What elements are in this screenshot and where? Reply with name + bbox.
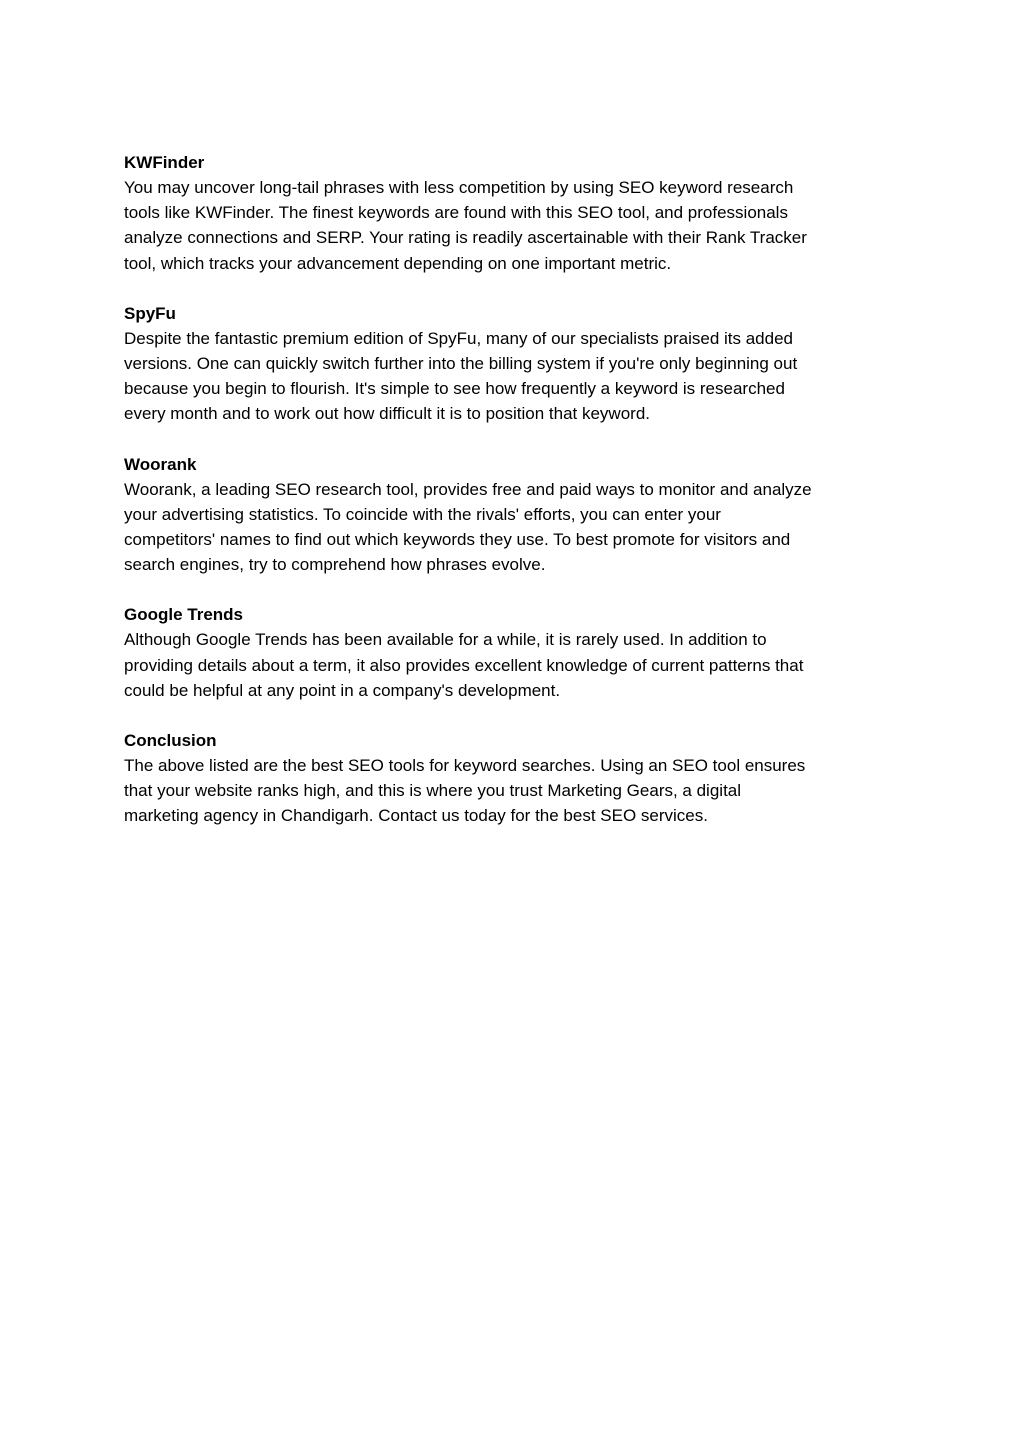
- paragraph-line: The above listed are the best SEO tools for keyword searches. Using an SEO tool ensures: [124, 756, 806, 776]
- section-paragraph: [124, 627, 904, 703]
- paragraph-line: because you begin to flourish. It's simple to see how frequently a keyword is researched: [124, 379, 785, 399]
- section-heading: Conclusion: [124, 731, 217, 751]
- paragraph-line: could be helpful at any point in a company's development.: [124, 680, 561, 700]
- section-heading: SpyFu: [124, 303, 176, 323]
- section-paragraph: [124, 753, 904, 829]
- section-heading: Woorank: [124, 454, 197, 474]
- paragraph-line: Despite the fantastic premium edition of SpyFu, many of our specialists praised its added: [124, 328, 794, 348]
- paragraph-line: Although Google Trends has been available for a while, it is rarely used. In addition to: [124, 630, 767, 650]
- paragraph-line: tools like KWFinder. The finest keywords are found with this SEO tool, and professionals: [124, 203, 788, 223]
- section-kwfinder: [124, 150, 904, 276]
- section-conclusion: [124, 728, 904, 829]
- section-paragraph: [124, 326, 904, 427]
- paragraph-line: competitors' names to find out which keywords they use. To best promote for visitors and: [124, 530, 791, 550]
- paragraph-line: providing details about a term, it also provides excellent knowledge of current patterns that: [124, 655, 804, 675]
- paragraph-line: your advertising statistics. To coincide with the rivals' efforts, you can enter your: [124, 504, 721, 524]
- paragraph-line: Woorank, a leading SEO research tool, provides free and paid ways to monitor and analyze: [124, 479, 812, 499]
- paragraph-line: marketing agency in Chandigarh. Contact us today for the best SEO services.: [124, 806, 708, 826]
- section-google-trends: [124, 602, 904, 703]
- document-page: [124, 150, 904, 854]
- paragraph-line: search engines, try to comprehend how phrases evolve.: [124, 555, 546, 575]
- paragraph-line: You may uncover long-tail phrases with less competition by using SEO keyword research: [124, 178, 794, 197]
- paragraph-line: that your website ranks high, and this is where you trust Marketing Gears, a digital: [124, 781, 742, 801]
- paragraph-line: analyze connections and SERP. Your rating is readily ascertainable with their Rank Tracker: [124, 228, 807, 248]
- section-woorank: [124, 452, 904, 578]
- paragraph-line: tool, which tracks your advancement depending on one important metric.: [124, 253, 672, 273]
- section-heading: Google Trends: [124, 605, 244, 625]
- section-spyfu: [124, 301, 904, 427]
- section-paragraph: [124, 175, 904, 276]
- section-paragraph: [124, 477, 904, 578]
- section-heading: KWFinder: [124, 153, 205, 172]
- paragraph-line: every month and to work out how difficult it is to position that keyword.: [124, 404, 651, 424]
- paragraph-line: versions. One can quickly switch further into the billing system if you're only beginning out: [124, 354, 798, 374]
